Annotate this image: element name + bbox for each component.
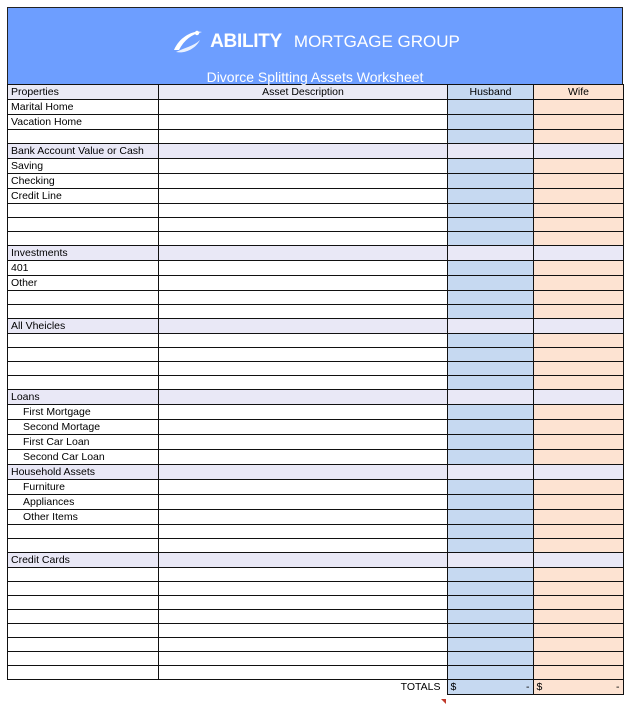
description-cell[interactable] xyxy=(159,100,448,115)
description-cell[interactable] xyxy=(159,232,448,246)
wife-cell[interactable] xyxy=(534,362,624,376)
table-row xyxy=(8,652,624,666)
property-cell[interactable] xyxy=(8,305,159,319)
description-cell[interactable] xyxy=(159,334,448,348)
wife-cell xyxy=(534,390,624,405)
wife-cell[interactable] xyxy=(534,495,624,510)
description-cell[interactable] xyxy=(159,218,448,232)
table-row xyxy=(8,334,624,348)
property-cell[interactable] xyxy=(8,334,159,348)
description-cell[interactable] xyxy=(159,115,448,130)
wife-cell xyxy=(534,465,624,480)
description-cell[interactable] xyxy=(159,638,448,652)
property-cell[interactable]: Checking xyxy=(8,174,159,189)
table-row xyxy=(8,405,624,420)
wife-cell[interactable] xyxy=(534,376,624,390)
page-title: Divorce Splitting Assets Worksheet xyxy=(206,69,424,85)
husband-cell[interactable] xyxy=(448,115,534,130)
description-cell[interactable] xyxy=(159,291,448,305)
table-row xyxy=(8,305,624,319)
wife-cell[interactable] xyxy=(534,624,624,638)
header-row xyxy=(8,85,624,100)
property-cell[interactable] xyxy=(8,610,159,624)
wife-cell[interactable] xyxy=(534,159,624,174)
husband-header: Husband xyxy=(448,85,534,100)
husband-cell[interactable] xyxy=(448,420,534,435)
description-cell[interactable] xyxy=(159,450,448,465)
wife-total-value: - xyxy=(616,681,620,693)
property-cell[interactable]: Appliances xyxy=(8,495,159,510)
husband-cell[interactable] xyxy=(448,568,534,582)
table-row xyxy=(8,189,624,204)
property-cell[interactable] xyxy=(8,525,159,539)
wife-total-currency: $ xyxy=(536,681,543,693)
section-label: All Vheicles xyxy=(8,319,159,334)
description-cell[interactable] xyxy=(159,174,448,189)
husband-cell xyxy=(448,465,534,480)
section-row xyxy=(8,246,624,261)
wife-cell[interactable] xyxy=(534,420,624,435)
section-label: Credit Cards xyxy=(8,553,159,568)
table-row xyxy=(8,159,624,174)
property-cell[interactable]: 401 xyxy=(8,261,159,276)
property-cell[interactable] xyxy=(8,539,159,553)
property-cell[interactable]: Other Items xyxy=(8,510,159,525)
property-cell[interactable]: Second Mortage xyxy=(8,420,159,435)
description-cell[interactable] xyxy=(159,652,448,666)
description-cell[interactable] xyxy=(159,305,448,319)
wife-cell[interactable] xyxy=(534,261,624,276)
husband-cell[interactable] xyxy=(448,652,534,666)
brand-subtitle: MORTGAGE GROUP xyxy=(293,32,460,51)
table-row xyxy=(8,100,624,115)
header-banner xyxy=(7,7,623,84)
wife-cell[interactable] xyxy=(534,204,624,218)
wife-cell[interactable] xyxy=(534,405,624,420)
property-cell[interactable]: Other xyxy=(8,276,159,291)
description-cell[interactable] xyxy=(159,276,448,291)
description-cell[interactable] xyxy=(159,189,448,204)
table-row xyxy=(8,348,624,362)
husband-cell[interactable] xyxy=(448,362,534,376)
husband-cell[interactable] xyxy=(448,305,534,319)
wife-cell xyxy=(534,246,624,261)
husband-cell[interactable] xyxy=(448,638,534,652)
description-cell[interactable] xyxy=(159,495,448,510)
table-row xyxy=(8,480,624,495)
husband-cell[interactable] xyxy=(448,334,534,348)
description-cell[interactable] xyxy=(159,405,448,420)
husband-cell[interactable] xyxy=(448,510,534,525)
property-cell[interactable] xyxy=(8,348,159,362)
wife-cell[interactable] xyxy=(534,510,624,525)
husband-cell[interactable] xyxy=(448,232,534,246)
description-cell[interactable] xyxy=(159,510,448,525)
property-cell[interactable]: First Car Loan xyxy=(8,435,159,450)
husband-cell[interactable] xyxy=(448,130,534,144)
description-cell[interactable] xyxy=(159,610,448,624)
property-cell[interactable]: Saving xyxy=(8,159,159,174)
wife-cell xyxy=(534,319,624,334)
wife-cell[interactable] xyxy=(534,291,624,305)
husband-cell[interactable] xyxy=(448,291,534,305)
property-cell[interactable] xyxy=(8,376,159,390)
wife-cell[interactable] xyxy=(534,435,624,450)
section-row xyxy=(8,319,624,334)
description-cell[interactable] xyxy=(159,666,448,680)
property-cell[interactable]: Marital Home xyxy=(8,100,159,115)
husband-cell[interactable] xyxy=(448,666,534,680)
husband-cell[interactable] xyxy=(448,159,534,174)
husband-cell[interactable] xyxy=(448,276,534,291)
section-label: Loans xyxy=(8,390,159,405)
husband-cell[interactable] xyxy=(448,539,534,553)
wife-cell xyxy=(534,144,624,159)
property-cell[interactable]: First Mortgage xyxy=(8,405,159,420)
husband-cell[interactable] xyxy=(448,189,534,204)
section-label: Household Assets xyxy=(8,465,159,480)
table-row xyxy=(8,539,624,553)
husband-cell[interactable] xyxy=(448,495,534,510)
table-row xyxy=(8,638,624,652)
description-cell[interactable] xyxy=(159,420,448,435)
property-cell[interactable] xyxy=(8,596,159,610)
table-row xyxy=(8,130,624,144)
wife-total[interactable] xyxy=(533,680,623,695)
table-row xyxy=(8,174,624,189)
section-row xyxy=(8,390,624,405)
assets-table xyxy=(7,84,624,680)
description-cell[interactable] xyxy=(159,130,448,144)
property-cell[interactable] xyxy=(8,291,159,305)
table-row xyxy=(8,610,624,624)
wife-cell[interactable] xyxy=(534,189,624,204)
husband-total-currency: $ xyxy=(450,681,457,693)
wife-cell[interactable] xyxy=(534,539,624,553)
description-cell[interactable] xyxy=(159,539,448,553)
description-cell[interactable] xyxy=(159,568,448,582)
property-cell[interactable]: Second Car Loan xyxy=(8,450,159,465)
table-row xyxy=(8,232,624,246)
description-cell xyxy=(159,319,448,334)
description-cell[interactable] xyxy=(159,624,448,638)
husband-cell[interactable] xyxy=(448,100,534,115)
swoosh-logo-icon xyxy=(170,28,204,56)
totals-table xyxy=(7,680,624,695)
section-row xyxy=(8,144,624,159)
wife-cell[interactable] xyxy=(534,450,624,465)
comment-indicator xyxy=(441,699,446,704)
description-cell xyxy=(159,553,448,568)
husband-cell xyxy=(448,144,534,159)
property-cell[interactable] xyxy=(8,362,159,376)
table-row xyxy=(8,582,624,596)
table-row xyxy=(8,510,624,525)
husband-cell[interactable] xyxy=(448,435,534,450)
wife-cell[interactable] xyxy=(534,115,624,130)
properties-header: Properties xyxy=(8,85,159,100)
wife-cell[interactable] xyxy=(534,652,624,666)
description-cell[interactable] xyxy=(159,582,448,596)
totals-row xyxy=(7,680,623,695)
table-row xyxy=(8,450,624,465)
brand-name: ABILITY xyxy=(210,31,282,52)
husband-cell xyxy=(448,319,534,334)
wife-cell[interactable] xyxy=(534,596,624,610)
husband-total[interactable] xyxy=(447,680,533,695)
husband-cell[interactable] xyxy=(448,174,534,189)
description-cell xyxy=(159,465,448,480)
wife-cell[interactable] xyxy=(534,610,624,624)
wife-cell xyxy=(534,553,624,568)
property-cell[interactable] xyxy=(8,666,159,680)
table-row xyxy=(8,624,624,638)
husband-cell[interactable] xyxy=(448,405,534,420)
wife-cell[interactable] xyxy=(534,232,624,246)
property-cell[interactable] xyxy=(8,638,159,652)
section-label: Bank Account Value or Cash xyxy=(8,144,159,159)
description-cell[interactable] xyxy=(159,348,448,362)
wife-cell[interactable] xyxy=(534,130,624,144)
table-row xyxy=(8,495,624,510)
section-row xyxy=(8,553,624,568)
husband-cell[interactable] xyxy=(448,348,534,362)
wife-cell[interactable] xyxy=(534,276,624,291)
table-row xyxy=(8,420,624,435)
wife-cell[interactable] xyxy=(534,525,624,539)
husband-cell[interactable] xyxy=(448,376,534,390)
husband-cell[interactable] xyxy=(448,218,534,232)
wife-cell[interactable] xyxy=(534,174,624,189)
wife-cell[interactable] xyxy=(534,568,624,582)
husband-cell xyxy=(448,246,534,261)
table-row xyxy=(8,568,624,582)
table-row xyxy=(8,204,624,218)
property-cell[interactable] xyxy=(8,582,159,596)
table-row xyxy=(8,666,624,680)
wife-cell[interactable] xyxy=(534,638,624,652)
wife-cell[interactable] xyxy=(534,100,624,115)
husband-cell xyxy=(448,390,534,405)
property-cell[interactable]: Vacation Home xyxy=(8,115,159,130)
table-row xyxy=(8,596,624,610)
property-cell[interactable] xyxy=(8,130,159,144)
wife-header: Wife xyxy=(534,85,624,100)
description-cell[interactable] xyxy=(159,480,448,495)
property-cell[interactable] xyxy=(8,568,159,582)
totals-spacer xyxy=(7,680,158,695)
husband-cell[interactable] xyxy=(448,624,534,638)
description-cell xyxy=(159,390,448,405)
table-row xyxy=(8,376,624,390)
property-cell[interactable] xyxy=(8,204,159,218)
table-row xyxy=(8,261,624,276)
description-cell xyxy=(159,246,448,261)
wife-cell[interactable] xyxy=(534,348,624,362)
husband-cell[interactable] xyxy=(448,480,534,495)
property-cell[interactable] xyxy=(8,218,159,232)
table-row xyxy=(8,525,624,539)
description-cell xyxy=(159,144,448,159)
description-cell[interactable] xyxy=(159,261,448,276)
husband-cell[interactable] xyxy=(448,204,534,218)
husband-cell[interactable] xyxy=(448,582,534,596)
husband-total-value: - xyxy=(526,681,530,693)
table-row xyxy=(8,435,624,450)
description-cell[interactable] xyxy=(159,204,448,218)
property-cell[interactable] xyxy=(8,232,159,246)
husband-cell[interactable] xyxy=(448,596,534,610)
husband-cell[interactable] xyxy=(448,450,534,465)
description-cell[interactable] xyxy=(159,362,448,376)
husband-cell[interactable] xyxy=(448,610,534,624)
wife-cell[interactable] xyxy=(534,218,624,232)
table-row xyxy=(8,362,624,376)
description-cell[interactable] xyxy=(159,435,448,450)
table-row xyxy=(8,115,624,130)
property-cell[interactable] xyxy=(8,652,159,666)
table-row xyxy=(8,218,624,232)
company-logo xyxy=(8,28,622,58)
section-row xyxy=(8,465,624,480)
husband-cell[interactable] xyxy=(448,525,534,539)
description-cell[interactable] xyxy=(159,525,448,539)
description-cell[interactable] xyxy=(159,159,448,174)
section-label: Investments xyxy=(8,246,159,261)
wife-cell[interactable] xyxy=(534,480,624,495)
totals-label: TOTALS xyxy=(158,680,447,695)
wife-cell[interactable] xyxy=(534,305,624,319)
wife-cell[interactable] xyxy=(534,334,624,348)
husband-cell[interactable] xyxy=(448,261,534,276)
husband-cell xyxy=(448,553,534,568)
table-row xyxy=(8,276,624,291)
description-cell[interactable] xyxy=(159,596,448,610)
description-header: Asset Description xyxy=(159,85,448,100)
table-row xyxy=(8,291,624,305)
wife-cell[interactable] xyxy=(534,582,624,596)
description-cell[interactable] xyxy=(159,376,448,390)
property-cell[interactable] xyxy=(8,624,159,638)
worksheet xyxy=(7,7,623,695)
wife-cell[interactable] xyxy=(534,666,624,680)
property-cell[interactable]: Furniture xyxy=(8,480,159,495)
property-cell[interactable]: Credit Line xyxy=(8,189,159,204)
